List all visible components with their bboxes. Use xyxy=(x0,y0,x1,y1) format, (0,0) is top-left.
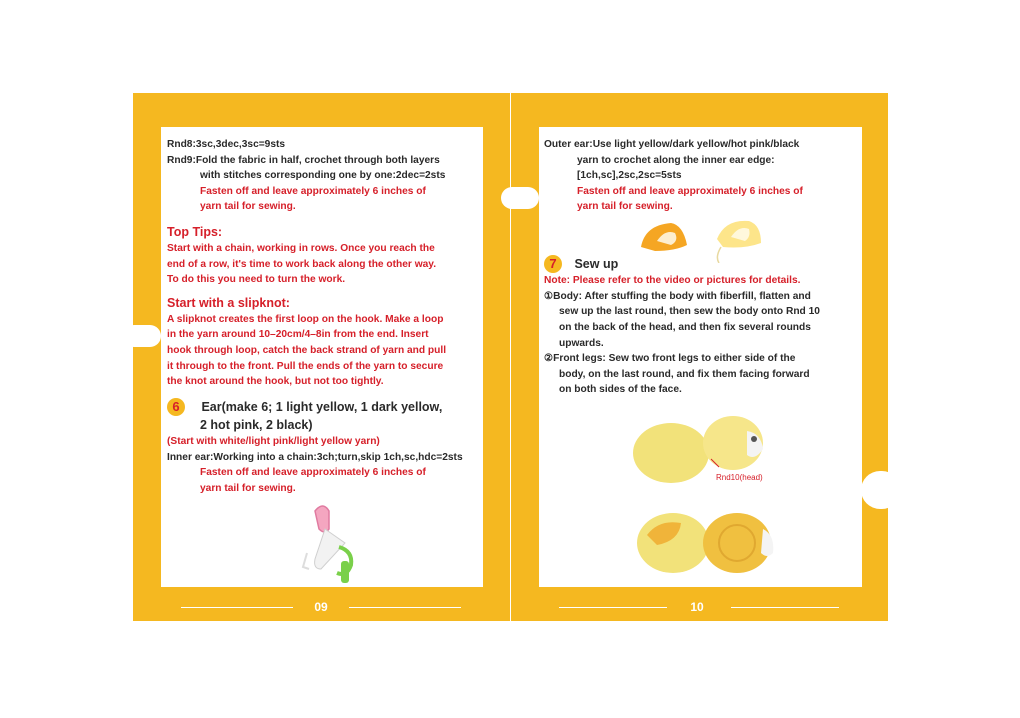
top-tips-line: To do this you need to turn the work. xyxy=(167,274,346,286)
cloud-decoration xyxy=(861,471,901,509)
section-number-badge: 7 xyxy=(544,255,562,273)
slipknot-line: the knot around the hook, but not too tightly. xyxy=(167,376,384,388)
cloud-decoration xyxy=(501,187,539,209)
top-tips-line: Start with a chain, working in rows. Once you reach the xyxy=(167,242,435,254)
outer-ear-line-cont: yarn to crochet along the inner ear edge: xyxy=(577,154,775,166)
slipknot-line: it through to the front. Pull the ends of the yarn to secure xyxy=(167,360,444,372)
fasten-note-cont: yarn tail for sewing. xyxy=(200,201,296,213)
page-number: 10 xyxy=(690,600,704,614)
footer-rule xyxy=(181,607,293,608)
slipknot-heading: Start with a slipknot: xyxy=(167,295,290,310)
fasten-note-cont: yarn tail for sewing. xyxy=(577,201,673,213)
section-title: Ear(make 6; 1 light yellow, 1 dark yellow, xyxy=(201,399,443,414)
right-footer xyxy=(511,600,888,614)
ear-pieces-image xyxy=(635,217,775,263)
left-content-panel xyxy=(161,127,483,587)
footer-rule xyxy=(731,607,839,608)
fasten-note: Fasten off and leave approximately 6 inches of xyxy=(200,185,426,197)
top-tips-heading: Top Tips: xyxy=(167,224,223,239)
rnd9-line-cont: with stitches corresponding one by one:2dec=2sts xyxy=(200,170,446,182)
slipknot-line: in the yarn around 10–20cm/4–8in from the end. Insert xyxy=(167,329,429,341)
photo-label: Rnd10(head) xyxy=(716,473,763,482)
rnd8-line: Rnd8:3sc,3dec,3sc=9sts xyxy=(167,139,286,150)
start-with-note: (Start with white/light pink/light yellow yarn) xyxy=(167,435,380,447)
cloud-decoration xyxy=(123,325,161,347)
legs-instruction-cont: body, on the last round, and fix them facing forward xyxy=(559,368,810,380)
fasten-note: Fasten off and leave approximately 6 inches of xyxy=(577,185,803,197)
legs-instruction-cont: on both sides of the face. xyxy=(559,384,682,396)
body-instruction-cont: sew up the last round, then sew the body onto Rnd 10 xyxy=(559,306,820,318)
left-page xyxy=(133,93,510,621)
section-title: Sew up xyxy=(574,257,619,272)
footer-rule xyxy=(349,607,461,608)
slipknot-line: A slipknot creates the first loop on the hook. Make a loop xyxy=(167,313,444,325)
stitch-marker-image xyxy=(295,499,365,585)
slipknot-line: hook through loop, catch the back strand of yarn and pull xyxy=(167,344,447,356)
left-footer xyxy=(133,600,510,614)
body-instruction: ①Body: After stuffing the body with fiberfill, flatten and xyxy=(544,290,811,302)
body-back-photo xyxy=(633,505,783,577)
legs-instruction: ②Front legs: Sew two front legs to either side of the xyxy=(544,353,796,365)
right-page xyxy=(511,93,888,621)
rnd9-line: Rnd9:Fold the fabric in half, crochet through both layers xyxy=(167,154,440,166)
top-tips-line: end of a row, it's time to work back along the other way. xyxy=(167,258,437,270)
outer-ear-line: Outer ear:Use light yellow/dark yellow/hot pink/black xyxy=(544,139,800,150)
fasten-note: Fasten off and leave approximately 6 inches of xyxy=(200,467,426,479)
ear-section-heading xyxy=(167,398,477,416)
inner-ear-line: Inner ear:Working into a chain:3ch;turn,skip 1ch,sc,hdc=2sts xyxy=(167,451,463,463)
fasten-note-cont: yarn tail for sewing. xyxy=(200,482,296,494)
outer-ear-pattern: [1ch,sc],2sc,2sc=5sts xyxy=(577,170,682,182)
section-number-badge: 6 xyxy=(167,398,185,416)
note-line: Note: Please refer to the video or pictures for details. xyxy=(544,275,801,287)
page-number: 09 xyxy=(314,600,328,614)
footer-rule xyxy=(559,607,667,608)
body-instruction-cont: on the back of the head, and then fix several rounds xyxy=(559,321,811,333)
body-instruction-cont: upwards. xyxy=(559,337,604,349)
right-content-panel xyxy=(539,127,862,587)
section-title-cont: 2 hot pink, 2 black) xyxy=(200,417,313,432)
